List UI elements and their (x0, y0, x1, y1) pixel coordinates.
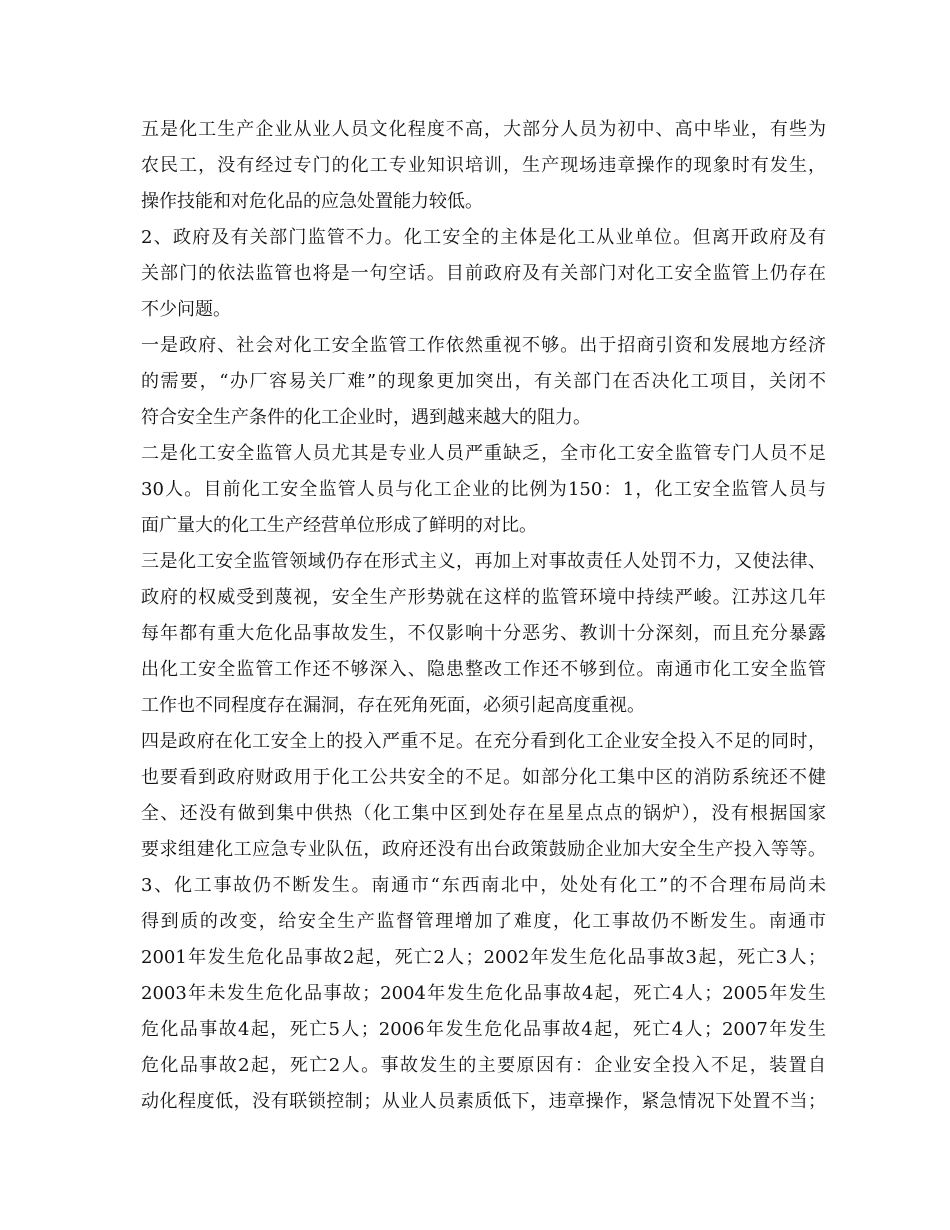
text-line: 2003年未发生危化品事故；2004年发生危化品事故4起，死亡4人；2005年发生 (141, 983, 826, 1004)
text-line: 一是政府、社会对化工安全监管工作依然重视不够。出于招商引资和发展地方经济 (141, 335, 826, 356)
text-line: 2、政府及有关部门监管不力。化工安全的主体是化工从业单位。但离开政府及有 (141, 227, 826, 248)
text-line: 的需要，“办厂容易关厂难”的现象更加突出，有关部门在否决化工项目，关闭不 (141, 371, 826, 392)
text-line: 也要看到政府财政用于化工公共安全的不足。如部分化工集中区的消防系统还不健 (141, 767, 826, 788)
text-line: 工作也不同程度存在漏洞，存在死角死面，必须引起高度重视。 (141, 695, 645, 716)
text-line: 动化程度低，没有联锁控制；从业人员素质低下，违章操作，紧急情况下处置不当； (141, 1091, 826, 1112)
text-line: 全、还没有做到集中供热（化工集中区到处存在星星点点的锅炉），没有根据国家 (141, 803, 826, 824)
text-line: 五是化工生产企业从业人员文化程度不高，大部分人员为初中、高中毕业，有些为 (141, 119, 826, 140)
text-line: 出化工安全监管工作还不够深入、隐患整改工作还不够到位。南通市化工安全监管 (141, 659, 826, 680)
text-line: 得到质的改变，给安全生产监督管理增加了难度，化工事故仍不断发生。南通市 (141, 911, 826, 932)
text-line: 危化品事故2起，死亡2人。事故发生的主要原因有：企业安全投入不足，装置自 (141, 1055, 826, 1076)
document-body (141, 112, 826, 1120)
text-line: 2001年发生危化品事故2起，死亡2人；2002年发生危化品事故3起，死亡3人； (141, 947, 826, 968)
text-line: 面广量大的化工生产经营单位形成了鲜明的对比。 (141, 515, 537, 536)
text-line: 30人。目前化工安全监管人员与化工企业的比例为150：1，化工安全监管人员与 (141, 479, 826, 500)
text-line: 三是化工安全监管领域仍存在形式主义，再加上对事故责任人处罚不力，又使法律、 (141, 551, 826, 572)
text-line: 符合安全生产条件的化工企业时，遇到越来越大的阻力。 (141, 407, 591, 428)
text-line: 农民工，没有经过专门的化工专业知识培训，生产现场违章操作的现象时有发生， (141, 155, 826, 176)
text-line: 关部门的依法监管也将是一句空话。目前政府及有关部门对化工安全监管上仍存在 (141, 263, 826, 284)
text-line: 要求组建化工应急专业队伍，政府还没有出台政策鼓励企业加大安全生产投入等等。 (141, 839, 826, 860)
text-line: 危化品事故4起，死亡5人；2006年发生危化品事故4起，死亡4人；2007年发生 (141, 1019, 826, 1040)
text-line: 操作技能和对危化品的应急处置能力较低。 (141, 191, 483, 212)
text-line: 政府的权威受到蔑视，安全生产形势就在这样的监管环境中持续严峻。江苏这几年 (141, 587, 826, 608)
text-line: 不少问题。 (141, 299, 231, 320)
text-line: 二是化工安全监管人员尤其是专业人员严重缺乏，全市化工安全监管专门人员不足 (141, 443, 826, 464)
text-line: 每年都有重大危化品事故发生，不仅影响十分恶劣、教训十分深刻，而且充分暴露 (141, 623, 826, 644)
text-line: 3、化工事故仍不断发生。南通市“东西南北中，处处有化工”的不合理布局尚未 (141, 875, 826, 896)
text-line: 四是政府在化工安全上的投入严重不足。在充分看到化工企业安全投入不足的同时， (141, 731, 826, 752)
